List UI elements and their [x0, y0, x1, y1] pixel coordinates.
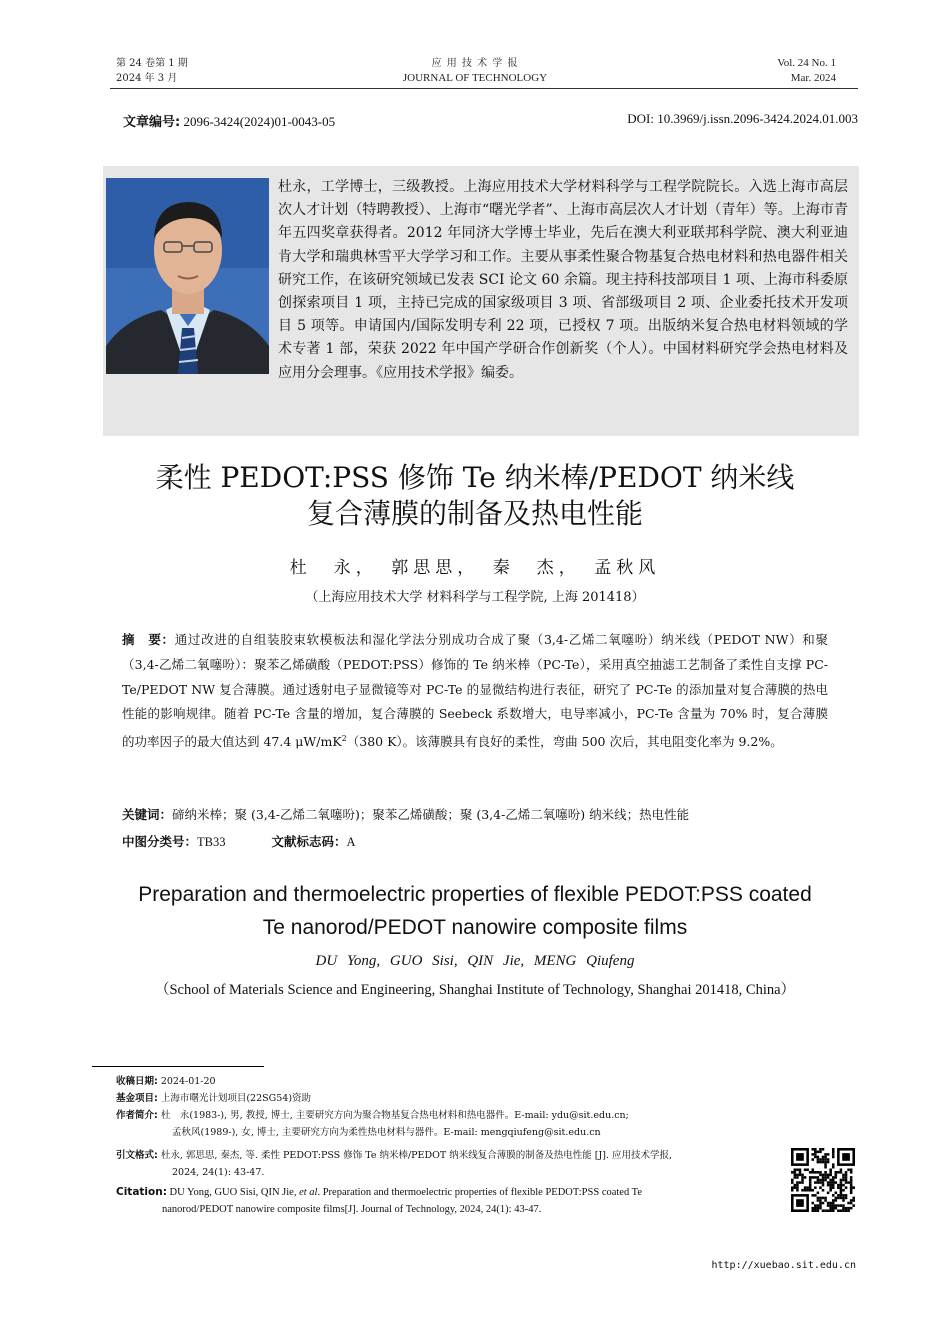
footnote-author-bio-2: 孟秋风(1989-), 女, 博士, 主要研究方向为柔性热电材料与器件。E-mail: mengqiufeng@sit.edu.cn: [172, 1127, 601, 1138]
author-bio-text: [106, 176, 848, 385]
citation-line1b: . Preparation and thermoelectric properties of flexible PEDOT:PSS coated Te: [317, 1187, 642, 1198]
english-affiliation: （School of Materials Science and Engineering, Shanghai Institute of Technology, Shanghai 201418, China）: [154, 982, 796, 998]
doc-code-label: 文献标志码：: [271, 834, 347, 849]
footnote-citation: [116, 1184, 766, 1201]
publication-date-en: Mar. 2024: [790, 72, 836, 84]
volume-issue-en: Vol. 24 No. 1: [777, 57, 836, 69]
qr-code: [791, 1148, 855, 1212]
footnote-fund: [116, 1090, 766, 1107]
doi: DOI: 10.3969/j.issn.2096-3424.2024.01.003: [627, 111, 858, 126]
english-title-line2: Te nanorod/PEDOT nanowire composite films: [262, 916, 688, 939]
doc-code-value: A: [346, 835, 356, 849]
author-bio-box: [103, 166, 859, 436]
fund-text: 上海市曙光计划项目(22SG54)资助: [157, 1093, 312, 1104]
article-number: [123, 111, 335, 130]
abstract-text: 通过改进的自组装胶束软模板法和湿化学法分别成功合成了聚（3,4-乙烯二氧噻吩）纳米线（PEDOT NW）和聚（3,4-乙烯二氧噻吩）：聚苯乙烯磺酸（PEDOT:PSS）修饰的 Te 纳米棒（PC-Te），采用真空抽滤工艺制备了柔性自支撑 PC-Te/PEDOT NW 复合薄膜。通过透射电子显微镜等对 PC-Te 的显微结构进行表征，研究了 PC-Te 的添加量对复合薄膜的热电性能的影响规律。随着 PC-Te 含量的增加，复合薄膜的 Seebeck 系数增大，电导率减小，PC-Te 含量为 70% 时，复合薄膜的功率因子的最大值达到 47.4 μW/mK: [122, 632, 828, 750]
footnote-citation-2: nanorod/PEDOT nanowire composite films[J]. Journal of Technology, 2024, 24(1): 43-47.: [162, 1204, 542, 1215]
footnote-received: [116, 1073, 766, 1090]
header-rule: [110, 88, 858, 89]
cite-label: 引文格式:: [116, 1150, 158, 1161]
english-author-list: DU Yong, GUO Sisi, QIN Jie, MENG Qiufeng: [315, 953, 635, 969]
footnote-author-bio: [116, 1107, 766, 1124]
publication-date: 2024 年 3 月: [116, 73, 178, 84]
keywords-text: 碲纳米棒；聚 (3,4-乙烯二氧噻吩)；聚苯乙烯磺酸；聚 (3,4-乙烯二氧噻吩) 纳米线；热电性能: [172, 807, 690, 822]
abstract: [122, 628, 828, 755]
journal-name-en: JOURNAL OF TECHNOLOGY: [402, 72, 548, 84]
bio-line1: 杜 永(1983-), 男, 教授, 博士, 主要研究方向为聚合物基复合热电材料和热电器件。E-mail: ydu@sit.edu.cn;: [157, 1110, 629, 1121]
fund-label: 基金项目:: [116, 1093, 158, 1104]
cite-line1: 杜永, 郭思思, 秦杰, 等. 柔性 PEDOT:PSS 修饰 Te 纳米棒/PEDOT 纳米线复合薄膜的制备及热电性能 [J]. 应用技术学报,: [157, 1150, 673, 1161]
citation-line1a: DU Yong, GUO Sisi, QIN Jie,: [166, 1187, 300, 1198]
website-url: http://xuebao.sit.edu.cn: [711, 1260, 856, 1271]
article-number-value: 2096-3424(2024)01-0043-05: [180, 114, 336, 129]
bio-label: 作者简介:: [116, 1110, 158, 1121]
classification: [122, 832, 356, 850]
article-title-line2: 复合薄膜的制备及热电性能: [306, 497, 643, 530]
photo-spacer: [106, 176, 278, 362]
clc-value: TB33: [197, 835, 226, 849]
journal-name-cn: 应 用 技 术 学 报: [431, 58, 519, 69]
received-label: 收稿日期:: [116, 1076, 158, 1087]
volume-issue: 第 24 卷第 1 期: [116, 58, 188, 69]
footnote-cite-format-2: 2024, 24(1): 43-47.: [172, 1167, 265, 1178]
abstract-text-tail: （380 K）。该薄膜具有良好的柔性，弯曲 500 次后，其电阻变化率为 9.2%。: [346, 734, 783, 750]
footnote-rule: [92, 1066, 264, 1067]
abstract-superscript: 2: [341, 734, 347, 744]
received-date: 2024-01-20: [157, 1076, 216, 1087]
citation-etal: et al: [299, 1187, 318, 1198]
author-bio-paragraph: 杜永，工学博士，三级教授。上海应用技术大学材料科学与工程学院院长。入选上海市高层次人才计划（特聘教授）、上海市“曙光学者”、上海市高层次人才计划（青年）等。上海市青年五四奖章获得者。2012 年同济大学博士毕业，先后在澳大利亚联邦科学院、澳大利亚迪肯大学和瑞典林雪平大学学习和工作。主要从事柔性聚合物基复合热电材料和热电器件相关研究工作，在该研究领域已发表 SCI 论文 60 余篇。现主持科技部项目 1 项、上海市科委原创探索项目 1 项，主持已完成的国家级项目 3 项、省部级项目 2 项、企业委托技术开发项目 5 项等。申请国内/国际发明专利 22 项，已授权 7 项。出版纳米复合热电材料领域的学术专著 1 部，荣获 2022 年中国产学研合作创新奖（个人）。中国材料研究学会热电材料及应用分会理事。《应用技术学报》编委。: [278, 179, 848, 381]
article-number-label: 文章编号:: [123, 115, 181, 130]
english-title: [0, 878, 950, 944]
english-title-line1: Preparation and thermoelectric properties of flexible PEDOT:PSS coated: [138, 883, 812, 906]
author-list: 杜 永， 郭思思， 秦 杰， 孟秋风: [289, 558, 661, 578]
citation-label: Citation:: [116, 1186, 167, 1198]
keywords-label: 关键词：: [122, 807, 173, 822]
affiliation: （上海应用技术大学 材料科学与工程学院, 上海 201418）: [305, 590, 645, 605]
keywords: [122, 805, 842, 825]
journal-volume-info-en: [777, 56, 836, 86]
clc-label: 中图分类号：: [122, 834, 198, 849]
abstract-label: 摘 要：: [122, 632, 175, 647]
article-title-line1: 柔性 PEDOT:PSS 修饰 Te 纳米棒/PEDOT 纳米线: [155, 461, 795, 494]
article-title: [0, 460, 950, 532]
footnote-cite-format: [116, 1147, 766, 1164]
